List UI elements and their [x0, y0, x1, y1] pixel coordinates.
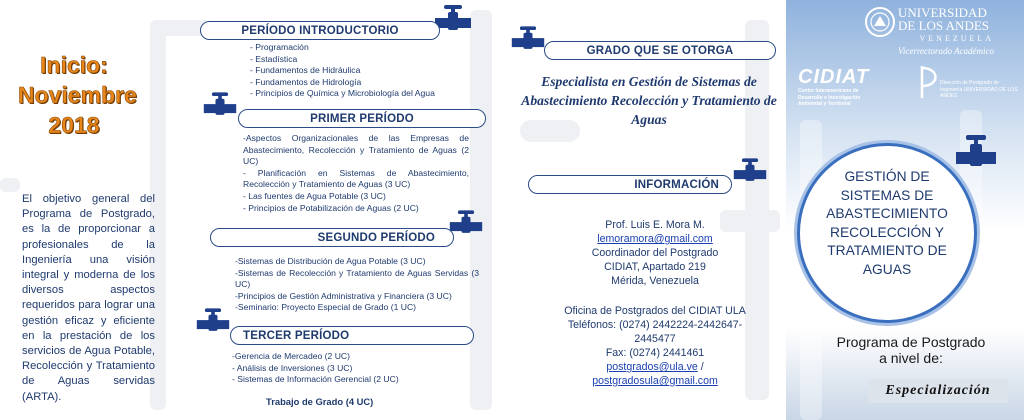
valve-icon — [195, 306, 231, 336]
list-item: -Gerencia de Mercadeo (2 UC) — [232, 351, 350, 361]
list-item: - Las fuentes de Agua Potable (3 UC) — [243, 190, 386, 201]
list-item: - Planificación en Sistemas de Abastecimiento, Recolección y Tratamiento de Aguas (3 UC) — [243, 167, 469, 190]
header-grado: GRADO QUE SE OTORGA — [544, 41, 776, 60]
list-item: - Estadística — [250, 53, 298, 64]
trabajo-de-grado: Trabajo de Grado (4 UC) — [266, 396, 374, 407]
header-segundo-periodo: SEGUNDO PERÍODO — [210, 228, 454, 247]
info-role: Coordinador del Postgrado — [591, 247, 719, 259]
list-item: -Aspectos Organizacionales de las Empresas de Abastecimiento, Recolección y Tratamiento de Aguas (2 UC) — [243, 133, 469, 167]
ula-line2: DE LOS ANDES — [898, 18, 990, 33]
list-segundo-periodo — [235, 256, 479, 314]
list-item: -Sistemas de Recolección y Tratamiento de Aguas Servidas (3 UC) — [235, 267, 479, 290]
info-contact-block — [540, 218, 770, 288]
cidiat-subtitle: Centro Interamericano de Desarrollo e Investigación Ambiental y Territorial — [798, 88, 861, 107]
email-link-coordinador[interactable]: lemoramora@gmail.com — [597, 233, 713, 245]
info-fax: Fax: (0274) 2441461 — [605, 347, 705, 359]
valve-icon — [202, 90, 238, 120]
programa-line2: a nivel de: — [879, 350, 943, 366]
list-item: - Programación — [250, 42, 309, 52]
programa-line1: Programa de Postgrado — [836, 334, 986, 350]
inicio-label: Inicio: — [40, 52, 108, 78]
list-item: -Sistemas de Distribución de Agua Potable (3 UC) — [235, 256, 426, 266]
inicio-month: Noviembre — [18, 82, 137, 108]
email-separator: / — [697, 361, 704, 373]
list-primer-periodo — [243, 133, 469, 214]
info-phones: Teléfonos: (0274) 2442224-2442647-2445477 — [567, 319, 743, 345]
info-city: Mérida, Venezuela — [611, 275, 699, 287]
list-item: -Seminario: Proyecto Especial de Grado (1 UC) — [235, 302, 417, 313]
grado-text: Especialista en Gestión de Sistemas de Abastecimiento Recolección y Tratamiento de Aguas — [521, 74, 777, 127]
programa-label — [800, 334, 1022, 366]
ula-line3: VENEZUELA — [919, 34, 995, 43]
header-informacion: INFORMACIÓN — [528, 175, 732, 194]
info-address: CIDIAT, Apartado 219 — [604, 261, 706, 273]
list-item: - Sistemas de Información Gerencial (2 UC) — [232, 374, 399, 385]
list-periodo-introductorio — [250, 42, 470, 100]
inicio-year: 2018 — [48, 112, 100, 138]
pipe-decoration — [0, 178, 20, 192]
info-office-block — [540, 304, 770, 388]
info-office: Oficina de Postgrados del CIDIAT ULA — [564, 305, 746, 317]
email-link-postgradosula[interactable]: postgradosula@gmail.com — [592, 375, 718, 387]
list-item: - Principios de Potabilización de Aguas (2 UC) — [243, 202, 419, 213]
info-emails — [540, 360, 770, 374]
header-periodo-introductorio: PERÍODO INTRODUCTORIO — [200, 21, 440, 40]
email-link-postgrados[interactable]: postgrados@ula.ve — [606, 361, 698, 373]
header-tercer-periodo: TERCER PERÍODO — [230, 326, 474, 345]
program-title: GESTIÓN DE SISTEMAS DE ABASTECIMIENTO RECOLECCIÓN Y TRATAMIENTO DE AGUAS — [826, 169, 948, 277]
list-item: - Principios de Química y Microbiología del Agua — [250, 88, 435, 99]
ula-seal-icon — [864, 6, 896, 38]
inicio-banner — [18, 50, 137, 160]
valve-icon — [732, 156, 768, 186]
header-primer-periodo: PRIMER PERÍODO — [238, 109, 486, 128]
info-name: Prof. Luis E. Mora M. — [605, 219, 705, 231]
postgrado-logo-text: Dirección de Postgrado de Ingeniería UNIVERSIDAD DE LOS ANDES — [940, 80, 1018, 99]
especializacion-badge: Especialización — [868, 379, 1008, 403]
ula-line4: Vicerrectorado Académico — [898, 46, 995, 56]
postgrado-logo-icon — [918, 64, 942, 100]
list-item: - Fundamentos de Hidrología — [250, 76, 362, 87]
objetivo-text: El objetivo general del Programa de Postgrado, es la de proporcionar a profesionales de la Ingeniería una visión integral y moderna de los diversos aspectos requeridos para lograr una gestión eficaz y eficiente en la prestación de los servicios de Agua Potable, Recolección y Tratamiento de Aguas servidas (ARTA). — [22, 193, 155, 403]
list-item: - Fundamentos de Hidráulica — [250, 65, 361, 76]
list-item: - Análisis de Inversiones (3 UC) — [232, 362, 353, 373]
list-tercer-periodo — [232, 351, 462, 386]
list-item: -Principios de Gestión Administrativa y Financiera (3 UC) — [235, 290, 452, 301]
ula-line1: UNIVERSIDAD — [898, 5, 987, 20]
cidiat-logo: CIDIAT — [798, 66, 870, 88]
valve-icon — [510, 24, 546, 54]
ula-logo-text — [898, 6, 994, 58]
